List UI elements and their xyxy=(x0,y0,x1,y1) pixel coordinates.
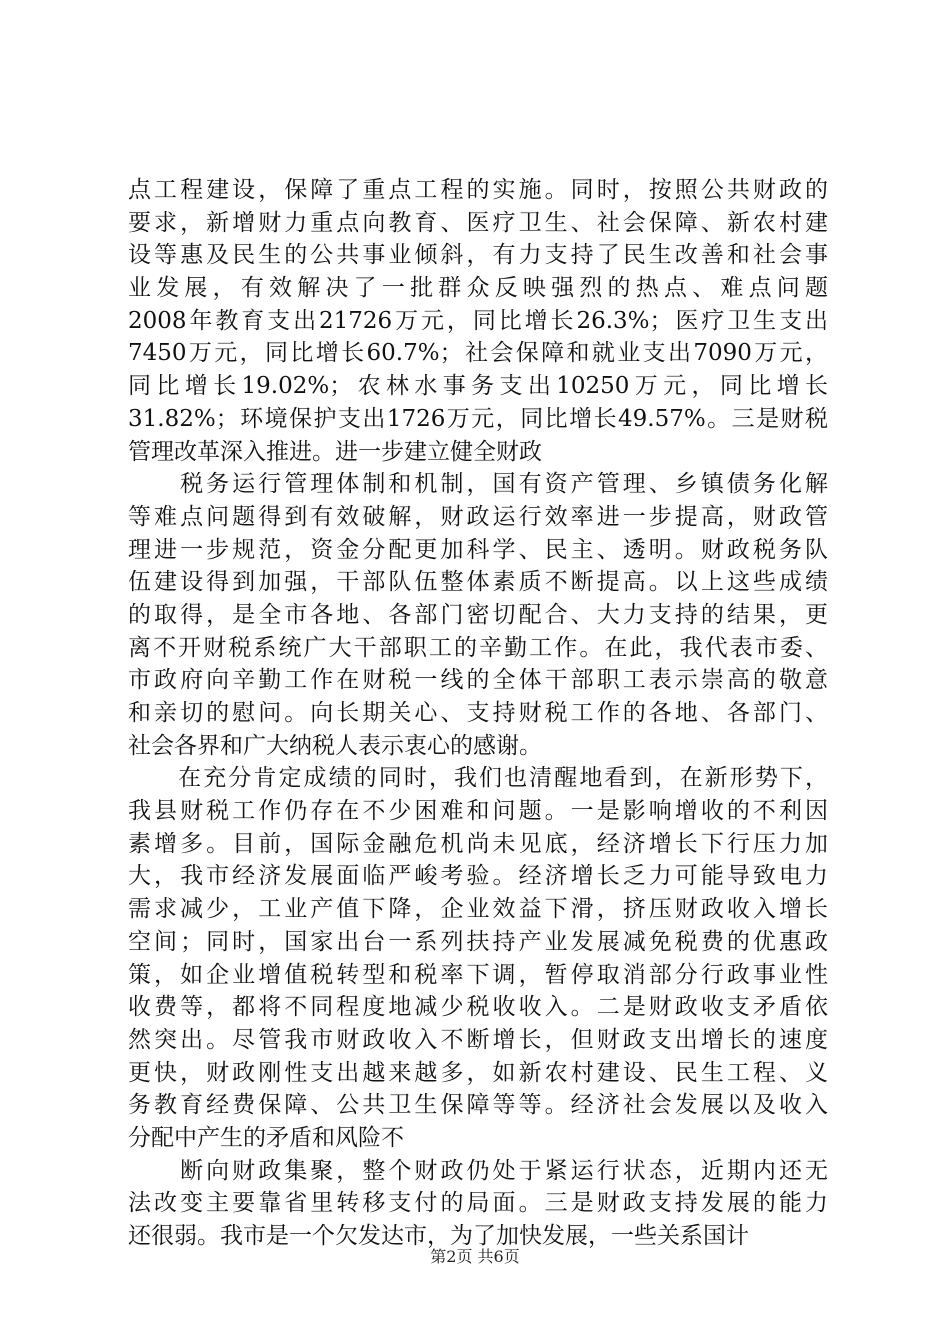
text-line: 伍建设得到加强，干部队伍整体素质不断提高。以上这些成绩 xyxy=(128,569,828,596)
text-line: 素增多。目前，国际金融危机尚未见底，经济增长下行压力加 xyxy=(128,830,828,857)
text-line: 分配中产生的矛盾和风险不 xyxy=(128,1124,404,1151)
paragraph xyxy=(128,1155,828,1253)
text-line: 的取得，是全市各地、各部门密切配合、大力支持的结果，更 xyxy=(128,601,828,628)
text-line: 点工程建设，保障了重点工程的实施。同时，按照公共财政的 xyxy=(128,177,828,203)
text-line: 大，我市经济发展面临严峻考验。经济增长乏力可能导致电力 xyxy=(128,863,828,890)
document-body xyxy=(128,174,828,1253)
text-line: 断向财政集聚，整个财政仍处于紧运行状态，近期内还无 xyxy=(128,1157,828,1184)
text-line: 务教育经费保障、公共卫生保障等等。经济社会发展以及收入 xyxy=(128,1092,828,1119)
text-line: 然突出。尽管我市财政收入不断增长，但财政支出增长的速度 xyxy=(128,1026,828,1053)
text-line: 策，如企业增值税转型和税率下调，暂停取消部分行政事业性 xyxy=(128,961,828,988)
text-line: 离不开财税系统广大干部职工的辛勤工作。在此，我代表市委、 xyxy=(128,634,828,661)
text-line: 2008年教育支出21726万元，同比增长26.3%；医疗卫生支出 xyxy=(128,307,828,334)
text-line: 设等惠及民生的公共事业倾斜，有力支持了民生改善和社会事 xyxy=(128,242,828,269)
text-line: 我县财税工作仍存在不少困难和问题。一是影响增收的不利因 xyxy=(128,798,828,825)
text-line: 空间；同时，国家出台一系列扶持产业发展减免税费的优惠政 xyxy=(128,928,828,955)
text-line: 收费等，都将不同程度地减少税收收入。二是财政收支矛盾依 xyxy=(128,994,828,1021)
text-line: 和亲切的慰问。向长期关心、支持财税工作的各地、各部门、 xyxy=(128,700,828,726)
text-line: 管理改革深入推进。进一步建立健全财政 xyxy=(128,438,542,465)
text-line: 同比增长19.02%；农林水事务支出10250万元，同比增长 xyxy=(128,373,828,400)
paragraph xyxy=(128,174,828,468)
text-line: 理进一步规范，资金分配更加科学、民主、透明。财政税务队 xyxy=(128,536,828,563)
text-line: 需求减少，工业产值下降，企业效益下滑，挤压财政收入增长 xyxy=(128,896,828,923)
text-line: 31.82%；环境保护支出1726万元，同比增长49.57%。三是财税 xyxy=(128,405,828,432)
paragraph xyxy=(128,468,828,762)
text-line: 在充分肯定成绩的同时，我们也清醒地看到，在新形势下， xyxy=(128,765,828,792)
paragraph xyxy=(128,762,828,1154)
text-line: 社会各界和广大纳税人表示衷心的感谢。 xyxy=(128,732,542,759)
text-line: 要求，新增财力重点向教育、医疗卫生、社会保障、新农村建 xyxy=(128,209,828,236)
text-line: 业发展，有效解决了一批群众反映强烈的热点、难点问题 xyxy=(128,275,828,302)
text-line: 7450万元，同比增长60.7%；社会保障和就业支出7090万元， xyxy=(128,340,828,367)
text-line: 还很弱。我市是一个欠发达市，为了加快发展，一些关系国计 xyxy=(128,1223,749,1249)
text-line: 市政府向辛勤工作在财税一线的全体干部职工表示崇高的敬意 xyxy=(128,667,828,694)
text-line: 法改变主要靠省里转移支付的局面。三是财政支持发展的能力 xyxy=(128,1190,828,1217)
text-line: 等难点问题得到有效破解，财政运行效率进一步提高，财政管 xyxy=(128,503,828,530)
page-footer: 第2页 共6页 xyxy=(430,1247,520,1266)
text-line: 更快，财政刚性支出越来越多，如新农村建设、民生工程、义 xyxy=(128,1059,828,1086)
text-line: 税务运行管理体制和机制，国有资产管理、乡镇债务化解 xyxy=(128,471,828,498)
